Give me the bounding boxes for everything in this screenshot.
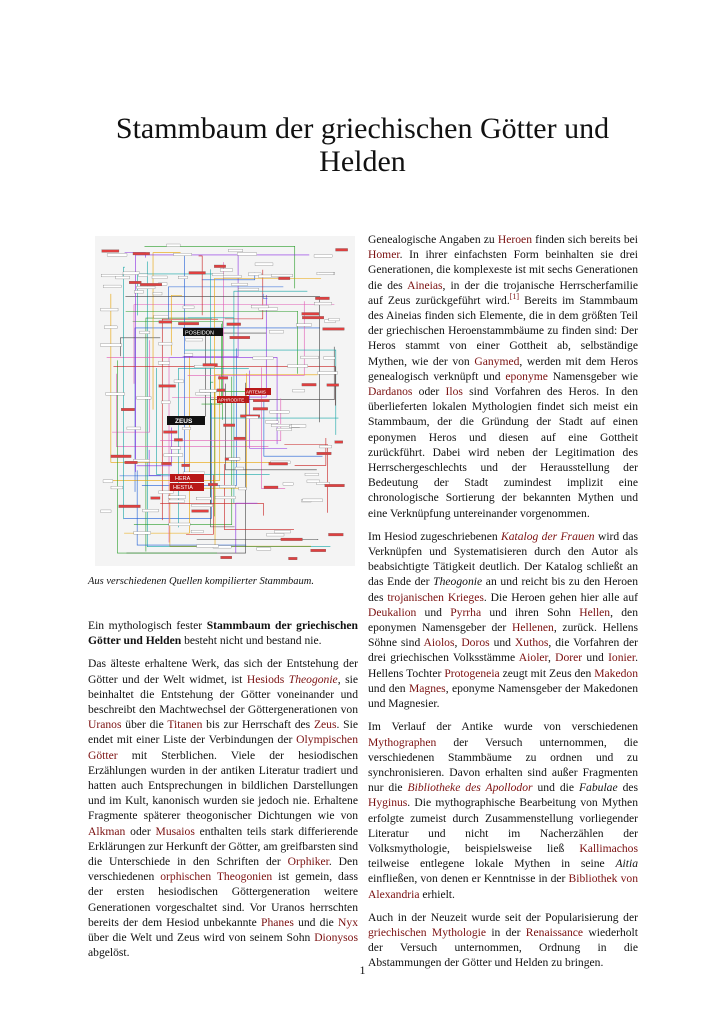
name-box: [196, 497, 211, 500]
name-box: [123, 272, 140, 275]
name-box: [178, 276, 188, 279]
link-magnes[interactable]: Magnes: [408, 681, 446, 695]
name-box: [212, 273, 224, 276]
name-box: [163, 431, 177, 434]
link-titanen[interactable]: Titanen: [167, 718, 203, 732]
name-box: [215, 496, 235, 499]
text: mit Sterblichen. Viele der hesiodischen Erzählungen wurden in der antiken Literatur tradiert und hatten auch Entsprechungen in bildlichen Darstellungen und im Kult, kanonisch wurden sie jedoch nie. Erhaltene Fragmente späterer theogonischer Dichtungen wie von: [88, 748, 358, 823]
name-box: [171, 447, 181, 450]
name-box: [182, 427, 190, 430]
name-box: [324, 357, 335, 360]
name-box: [329, 318, 340, 321]
link-ganymed[interactable]: Ganymed: [474, 354, 520, 368]
text: teilweise entlegene lokale Mythen in seine: [368, 857, 616, 871]
link-hesiod[interactable]: Hesiods: [246, 672, 285, 686]
link-zeus[interactable]: Zeus: [313, 718, 337, 732]
neuzeit-paragraph: [368, 910, 638, 971]
link-orphiker[interactable]: Orphiker: [287, 855, 329, 869]
link-dardanos[interactable]: Dardanos: [368, 385, 413, 399]
link-nyx[interactable]: Nyx: [338, 915, 359, 929]
name-box: [159, 385, 176, 388]
text: . In ihrer einfachsten Form beinhalten sie drei Generationen, die komplexeste ist mit sechs Generationen die des: [368, 248, 638, 292]
name-box: [203, 364, 218, 367]
link-bibliotheke-apollodor[interactable]: Bibliotheke des Apollodor: [407, 781, 533, 795]
name-box: [255, 263, 273, 266]
name-box: [137, 397, 151, 400]
text: erhielt.: [419, 887, 455, 901]
text: wiederholt der Versuch unternommen, Ordnung in die Abstammungen der Götter und Helden zu bringen.: [368, 925, 638, 970]
text: , den eponymen Namensgeber der: [368, 605, 639, 635]
text: wird das Verknüpfen und Systematisieren durch den Autor als beabsichtigte Tätigkeit deutlich. Der Katalog schließt an das Ende der: [368, 529, 638, 589]
name-box: [217, 389, 225, 392]
name-box: [174, 253, 192, 256]
name-box: [314, 302, 331, 305]
text: über die: [121, 718, 168, 732]
text: Ein mythologisch fester: [88, 619, 207, 632]
name-box: [328, 533, 343, 536]
text: ,: [547, 651, 556, 665]
link-protogeneia[interactable]: Protogeneia: [444, 666, 500, 680]
text: und: [489, 636, 515, 650]
link-doros[interactable]: Doros: [461, 636, 490, 650]
heroes-paragraph: [368, 232, 638, 521]
name-box: [237, 253, 257, 256]
link-bibliothek-alexandria[interactable]: Bibliothek von Alexandria: [368, 872, 638, 901]
name-box: [119, 505, 141, 508]
text: . Den verschiedenen: [88, 855, 358, 884]
name-box: [116, 276, 130, 279]
link-renaissance[interactable]: Renaissance: [525, 925, 584, 939]
name-box: [223, 424, 234, 427]
text: oder: [412, 385, 446, 399]
name-box: [301, 356, 319, 359]
name-box: [323, 328, 345, 331]
name-box: [189, 272, 206, 275]
text: des: [617, 781, 639, 795]
name-box: [159, 491, 174, 494]
name-box: [269, 330, 284, 333]
text: enthalten teils stark differierende Erklärungen zur Herkunft der Götter, am greifbarsten sind die Unterschiede in den Schriften der: [88, 824, 358, 869]
name-box: [314, 255, 332, 258]
name-box: [271, 424, 291, 427]
link-orphische-theogonien[interactable]: orphischen Theogonien: [160, 870, 273, 884]
svg-text:ZEUS: ZEUS: [175, 418, 193, 425]
name-box: [292, 389, 304, 392]
name-box: [111, 455, 131, 458]
name-box: [214, 265, 225, 268]
name-box: [235, 467, 243, 470]
name-box: [106, 393, 125, 396]
name-box: [101, 510, 111, 513]
bold-term: Stammbaum der griechischen Götter und Helden: [88, 619, 358, 648]
text: bis zur Herrschaft des: [202, 718, 314, 732]
svg-text:POSEIDON: POSEIDON: [185, 330, 215, 337]
name-box: [336, 248, 348, 251]
link-aineias[interactable]: Aineias: [407, 278, 443, 292]
name-box: [192, 510, 209, 513]
name-box: [129, 281, 141, 284]
name-box: [137, 286, 155, 289]
link-musaios[interactable]: Musaios: [155, 824, 195, 838]
name-box: [100, 344, 121, 347]
link-griechische-mythologie[interactable]: griechischen Mythologie: [368, 925, 487, 939]
name-box: [153, 292, 162, 295]
link-katalog-der-frauen[interactable]: Katalog der Frauen: [500, 529, 595, 543]
name-box: [182, 464, 190, 467]
name-box: [264, 486, 278, 489]
name-box: [134, 532, 151, 535]
text: ,: [454, 636, 462, 650]
link-phanes[interactable]: Phanes: [261, 915, 294, 929]
link-hyginus[interactable]: Hyginus: [368, 796, 408, 810]
name-box: [168, 496, 185, 499]
name-box: [317, 452, 331, 455]
name-box: [164, 454, 183, 457]
link-alkman[interactable]: Alkman: [88, 824, 126, 838]
name-box: [318, 372, 338, 375]
name-box: [271, 274, 292, 277]
name-box: [104, 326, 117, 329]
footnote-ref-1[interactable]: [1]: [509, 291, 520, 301]
link-hellen[interactable]: Hellen: [579, 605, 611, 619]
link-dorer[interactable]: Dorer: [555, 651, 583, 665]
text: und den: [368, 681, 409, 695]
name-box: [139, 274, 148, 277]
text: Im Verlauf der Antike wurde von verschiedenen: [368, 720, 638, 734]
name-box: [218, 377, 227, 380]
link-eponyme[interactable]: eponyme: [505, 369, 548, 383]
name-box: [315, 297, 329, 300]
text: , die Vorfahren der drei griechischen Volksstämme: [368, 636, 639, 665]
text: abgelöst.: [88, 946, 130, 960]
link-heroen[interactable]: Heroen: [497, 233, 532, 246]
link-pyrrha[interactable]: Pyrrha: [450, 605, 482, 619]
name-box: [111, 486, 123, 489]
name-box: [184, 354, 193, 357]
name-box: [174, 439, 182, 442]
name-box: [169, 500, 185, 503]
name-box: [220, 269, 233, 272]
name-box: [186, 338, 203, 341]
name-box: [253, 399, 269, 402]
link-dionysos[interactable]: Dionysos: [314, 931, 358, 945]
link-makedon[interactable]: Makedon: [594, 666, 638, 680]
name-box: [230, 336, 250, 339]
name-box: [325, 484, 345, 487]
name-box: [229, 458, 240, 461]
name-box: [197, 545, 219, 548]
name-box: [251, 305, 268, 308]
text: Das älteste erhaltene Werk, das sich der Entstehung der Götter und der Welt widmet, ist: [88, 657, 358, 686]
link-mythographen[interactable]: Mythographen: [368, 735, 437, 749]
name-box: [281, 538, 303, 541]
name-box: [253, 407, 268, 410]
link-aiolos[interactable]: Aiolos: [423, 636, 455, 650]
text: , werden mit dem Heros genealogisch verknüpft und: [368, 354, 638, 383]
text: besteht nicht und bestand nie.: [181, 634, 322, 648]
name-box: [125, 461, 138, 464]
name-box: [223, 275, 241, 278]
name-box: [278, 277, 289, 280]
text: finden sich bereits bei: [532, 233, 638, 246]
name-box: [317, 272, 334, 275]
text: und: [582, 651, 609, 665]
name-box: [257, 548, 271, 551]
page-title: Stammbaum der griechischen Götter und Helden: [115, 112, 610, 178]
genealogy-chart-image: [95, 236, 355, 566]
svg-text:APHRODITE: APHRODITE: [218, 397, 245, 403]
name-box: [265, 421, 278, 424]
text: , in der die trojanische Herrscherfamilie auf Zeus zurückgeführt wird.: [368, 278, 639, 307]
name-box: [121, 408, 134, 411]
name-box: [134, 290, 143, 293]
italic-term: Theogonie: [433, 575, 483, 589]
text: in der: [486, 925, 526, 939]
name-box: [169, 523, 190, 526]
text: Genealogische Angaben zu: [368, 233, 498, 246]
right-column: [368, 232, 638, 979]
name-box: [227, 323, 241, 326]
name-box: [228, 249, 242, 252]
name-box: [302, 316, 324, 319]
text: sind Vorfahren des Heros. In den überlieferten lokalen Mythologien findet sich meist ein Stammbaum, der die Gründung der Stadt auf einen eponymen Heros und diesen auf eine Gottheit zurückführt. Dabei wird neben der Legitimation des Herrschergeschlechts und der Herausstellung der Bedeutung der Stadt zumindest implizit eine chronologische Sortierung der bekannten Mythen und eine Verknüpfung untereinander vorgenommen.: [368, 385, 638, 520]
link-uranos[interactable]: Uranos: [88, 718, 122, 732]
figure-caption: Aus verschiedenen Quellen kompilierter Stammbaum.: [88, 576, 314, 587]
text: und die: [532, 781, 579, 795]
name-box: [140, 331, 150, 334]
name-box: [174, 380, 184, 383]
name-box: [307, 480, 320, 483]
text: , zurück. Hellens Söhne sind: [368, 621, 638, 650]
name-box: [167, 244, 181, 247]
text: und ihren Sohn: [481, 605, 580, 619]
name-box: [151, 497, 160, 500]
text: und die: [293, 915, 339, 929]
name-box: [183, 306, 194, 309]
name-box: [266, 533, 284, 536]
link-olympische-goetter[interactable]: Olympischen Götter: [88, 733, 358, 762]
name-box: [158, 362, 169, 365]
name-box: [269, 462, 288, 465]
left-column: [88, 618, 358, 968]
name-box: [159, 342, 172, 345]
text: Im Hesiod zugeschriebenen: [368, 529, 501, 543]
text: . Die Heroen gehen hier alle auf: [483, 590, 638, 604]
text: der Versuch unternommen, die verschiedenen Stammbäume zu ordnen und zu synchronisieren. Davon erhalten sind außer Fragmenten nur die: [368, 735, 638, 795]
name-box: [192, 504, 213, 507]
intro-paragraph: [88, 618, 358, 648]
svg-text:ARTEMIS: ARTEMIS: [246, 389, 266, 395]
name-box: [159, 321, 172, 324]
name-box: [274, 530, 290, 533]
text: über die Welt und Zeus wird von seinem Sohn: [88, 931, 315, 945]
name-box: [305, 473, 319, 476]
name-box: [102, 250, 119, 253]
text: ist gemein, dass der ersten hesiodischen Göttergeneration weitere Generationen vorgeschaltet sind. Vor Uranos herrschten bereits der dem Hesiod unbekannte: [88, 870, 358, 929]
name-box: [191, 530, 203, 533]
name-box: [253, 357, 273, 360]
name-box: [208, 483, 217, 486]
name-box: [239, 487, 247, 490]
text: , sie beinhaltet die Entstehung der Götter voneinander und beschreibt den Machtwechsel der Göttergenerationen von: [88, 672, 358, 717]
italic-term: Fabulae: [578, 781, 618, 795]
link-hellenen[interactable]: Hellenen: [511, 621, 554, 635]
svg-text:HESTIA: HESTIA: [173, 485, 193, 491]
link-ilos[interactable]: Ilos: [445, 385, 463, 399]
name-box: [107, 254, 127, 257]
name-box: [161, 401, 170, 404]
name-box: [288, 365, 308, 368]
text: Namensgeber wie: [547, 369, 638, 383]
name-box: [234, 437, 245, 440]
text: . Sie endet mit einer Liste der Verbindungen der: [88, 718, 358, 747]
text: . Die mythographische Bearbeitung von Mythen erfolgte zumeist durch Zusammenstellung vorliegender Literatur und nicht im Nacherzählen der Volksmythologie, beispielsweise ließ: [368, 796, 638, 855]
svg-text:HERA: HERA: [175, 476, 191, 482]
text: Auch in der Neuzeit wurde seit der Popularisierung der: [368, 910, 638, 924]
name-box: [127, 427, 141, 430]
name-box: [291, 425, 306, 428]
text: an und reicht bis zu den Heroen des: [368, 575, 638, 604]
name-box: [154, 315, 168, 318]
name-box: [232, 283, 248, 286]
name-box: [178, 322, 198, 325]
name-box: [200, 390, 217, 393]
link-homer[interactable]: Homer: [368, 248, 400, 262]
link-trojanischer-krieg[interactable]: trojanischen Krieges: [387, 590, 484, 604]
name-box: [320, 445, 332, 448]
link-deukalion[interactable]: Deukalion: [368, 605, 417, 619]
text: einfließen, von denen er Kenntnisse in der: [368, 872, 569, 886]
name-box: [133, 252, 150, 255]
name-box: [327, 384, 339, 387]
text: und: [416, 605, 451, 619]
text: oder: [125, 824, 156, 838]
name-box: [289, 557, 298, 560]
katalog-paragraph: [368, 529, 638, 711]
name-box: [246, 416, 258, 419]
name-box: [143, 509, 159, 512]
name-box: [140, 283, 162, 286]
name-box: [335, 441, 343, 444]
name-box: [302, 383, 316, 386]
name-box: [221, 556, 232, 559]
link-xuthos[interactable]: Xuthos: [514, 636, 549, 650]
name-box: [311, 549, 326, 552]
link-ionier[interactable]: Ionier: [608, 651, 636, 665]
text: , eponyme Namensgeber der Makedonen und Magnesier.: [368, 681, 639, 711]
name-box: [103, 285, 121, 288]
text: Bereits im Stammbaum des Aineias finden sich Elemente, die in dem größten Teil der griechischen Heroenstammbäume zu finden sind: Der Heros stammt von einer Gottheit ab, selbständige Mythen, wie der von: [368, 293, 638, 368]
text: . Hellens Tochter: [368, 651, 639, 680]
mythographen-paragraph: [368, 719, 638, 901]
name-box: [103, 480, 113, 483]
name-box: [302, 312, 319, 315]
name-box: [283, 483, 293, 486]
name-box: [196, 392, 211, 395]
name-box: [238, 288, 258, 291]
name-box: [220, 485, 236, 488]
name-box: [303, 499, 323, 502]
name-box: [152, 276, 167, 279]
italic-term: Aitia: [615, 857, 638, 871]
name-box: [296, 324, 312, 327]
name-box: [277, 428, 292, 431]
page-number: 1: [359, 963, 366, 977]
name-box: [101, 308, 118, 311]
name-box: [270, 411, 290, 414]
link-theogonie[interactable]: Theogonie: [288, 672, 338, 686]
hesiod-paragraph: [88, 656, 358, 960]
link-aioler[interactable]: Aioler: [518, 651, 548, 665]
text: zeugt mit Zeus den: [499, 666, 595, 680]
name-box: [161, 462, 171, 465]
link-kallimachos[interactable]: Kallimachos: [579, 841, 638, 855]
